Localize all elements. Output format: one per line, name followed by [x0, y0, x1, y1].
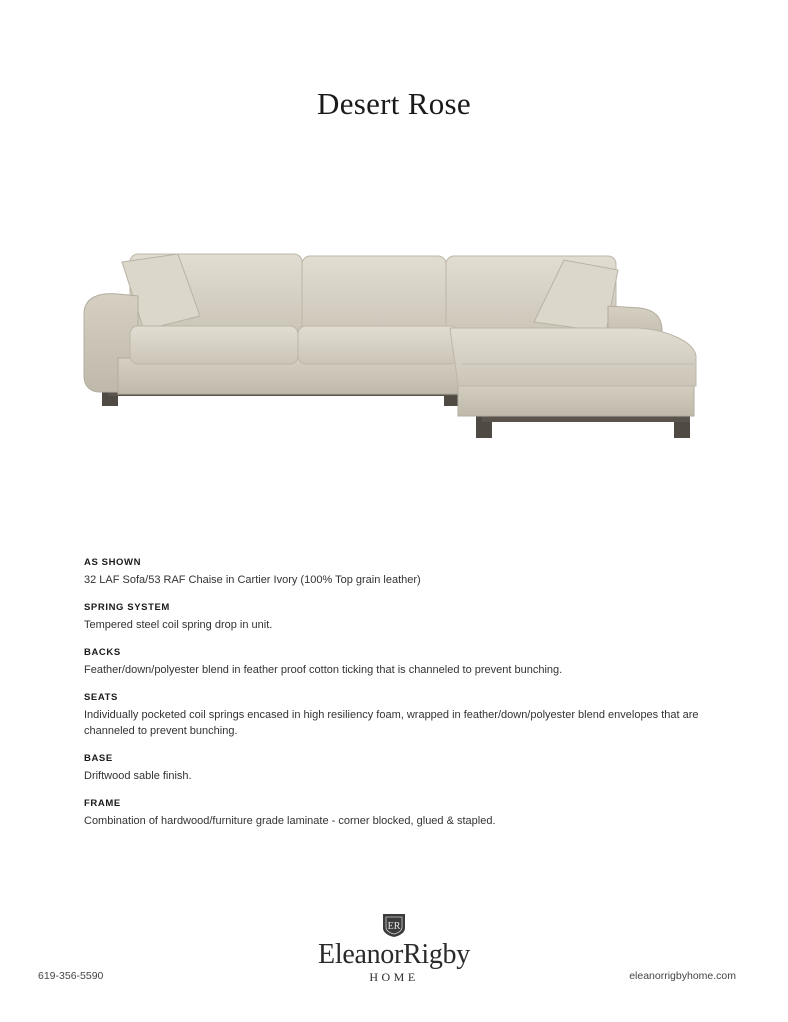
logo-initials: ER: [387, 921, 401, 932]
spec-text: Driftwood sable finish.: [84, 770, 192, 782]
brand-sub: HOME: [369, 970, 419, 984]
page-title: Desert Rose: [317, 86, 471, 121]
spec-label: BACKS: [84, 647, 121, 658]
spec-as-shown: [84, 557, 724, 588]
spec-text: 32 LAF Sofa/53 RAF Chaise in Cartier Ivory (100% Top grain leather): [84, 574, 421, 586]
spec-seats: [84, 692, 724, 739]
spec-label: SPRING SYSTEM: [84, 602, 170, 613]
spec-text: Tempered steel coil spring drop in unit.: [84, 619, 273, 631]
website-link[interactable]: eleanorrigbyhome.com: [629, 970, 736, 982]
spec-label: FRAME: [84, 798, 121, 809]
spec-label: BASE: [84, 753, 113, 764]
spec-text: Individually pocketed coil springs encased in high resiliency foam, wrapped in feather/down/polyester blend envelopes that are channeled to prevent bunching.: [84, 709, 699, 737]
spec-text: Feather/down/polyester blend in feather proof cotton ticking that is channeled to prevent bunching.: [84, 664, 563, 676]
sofa-icon: [78, 246, 702, 446]
spec-list: [84, 557, 724, 843]
brand-name: EleanorRigby: [318, 939, 470, 970]
spec-label: AS SHOWN: [84, 557, 142, 568]
spec-spring-system: [84, 602, 724, 633]
spec-frame: [84, 798, 724, 829]
spec-backs: [84, 647, 724, 678]
crest-icon: [380, 910, 408, 938]
phone-number: 619-356-5590: [38, 970, 104, 982]
brand-logo: [294, 910, 494, 990]
spec-label: SEATS: [84, 692, 118, 703]
spec-text: Combination of hardwood/furniture grade laminate - corner blocked, glued & stapled.: [84, 815, 496, 827]
spec-base: [84, 753, 724, 784]
sofa-image: [78, 246, 702, 446]
